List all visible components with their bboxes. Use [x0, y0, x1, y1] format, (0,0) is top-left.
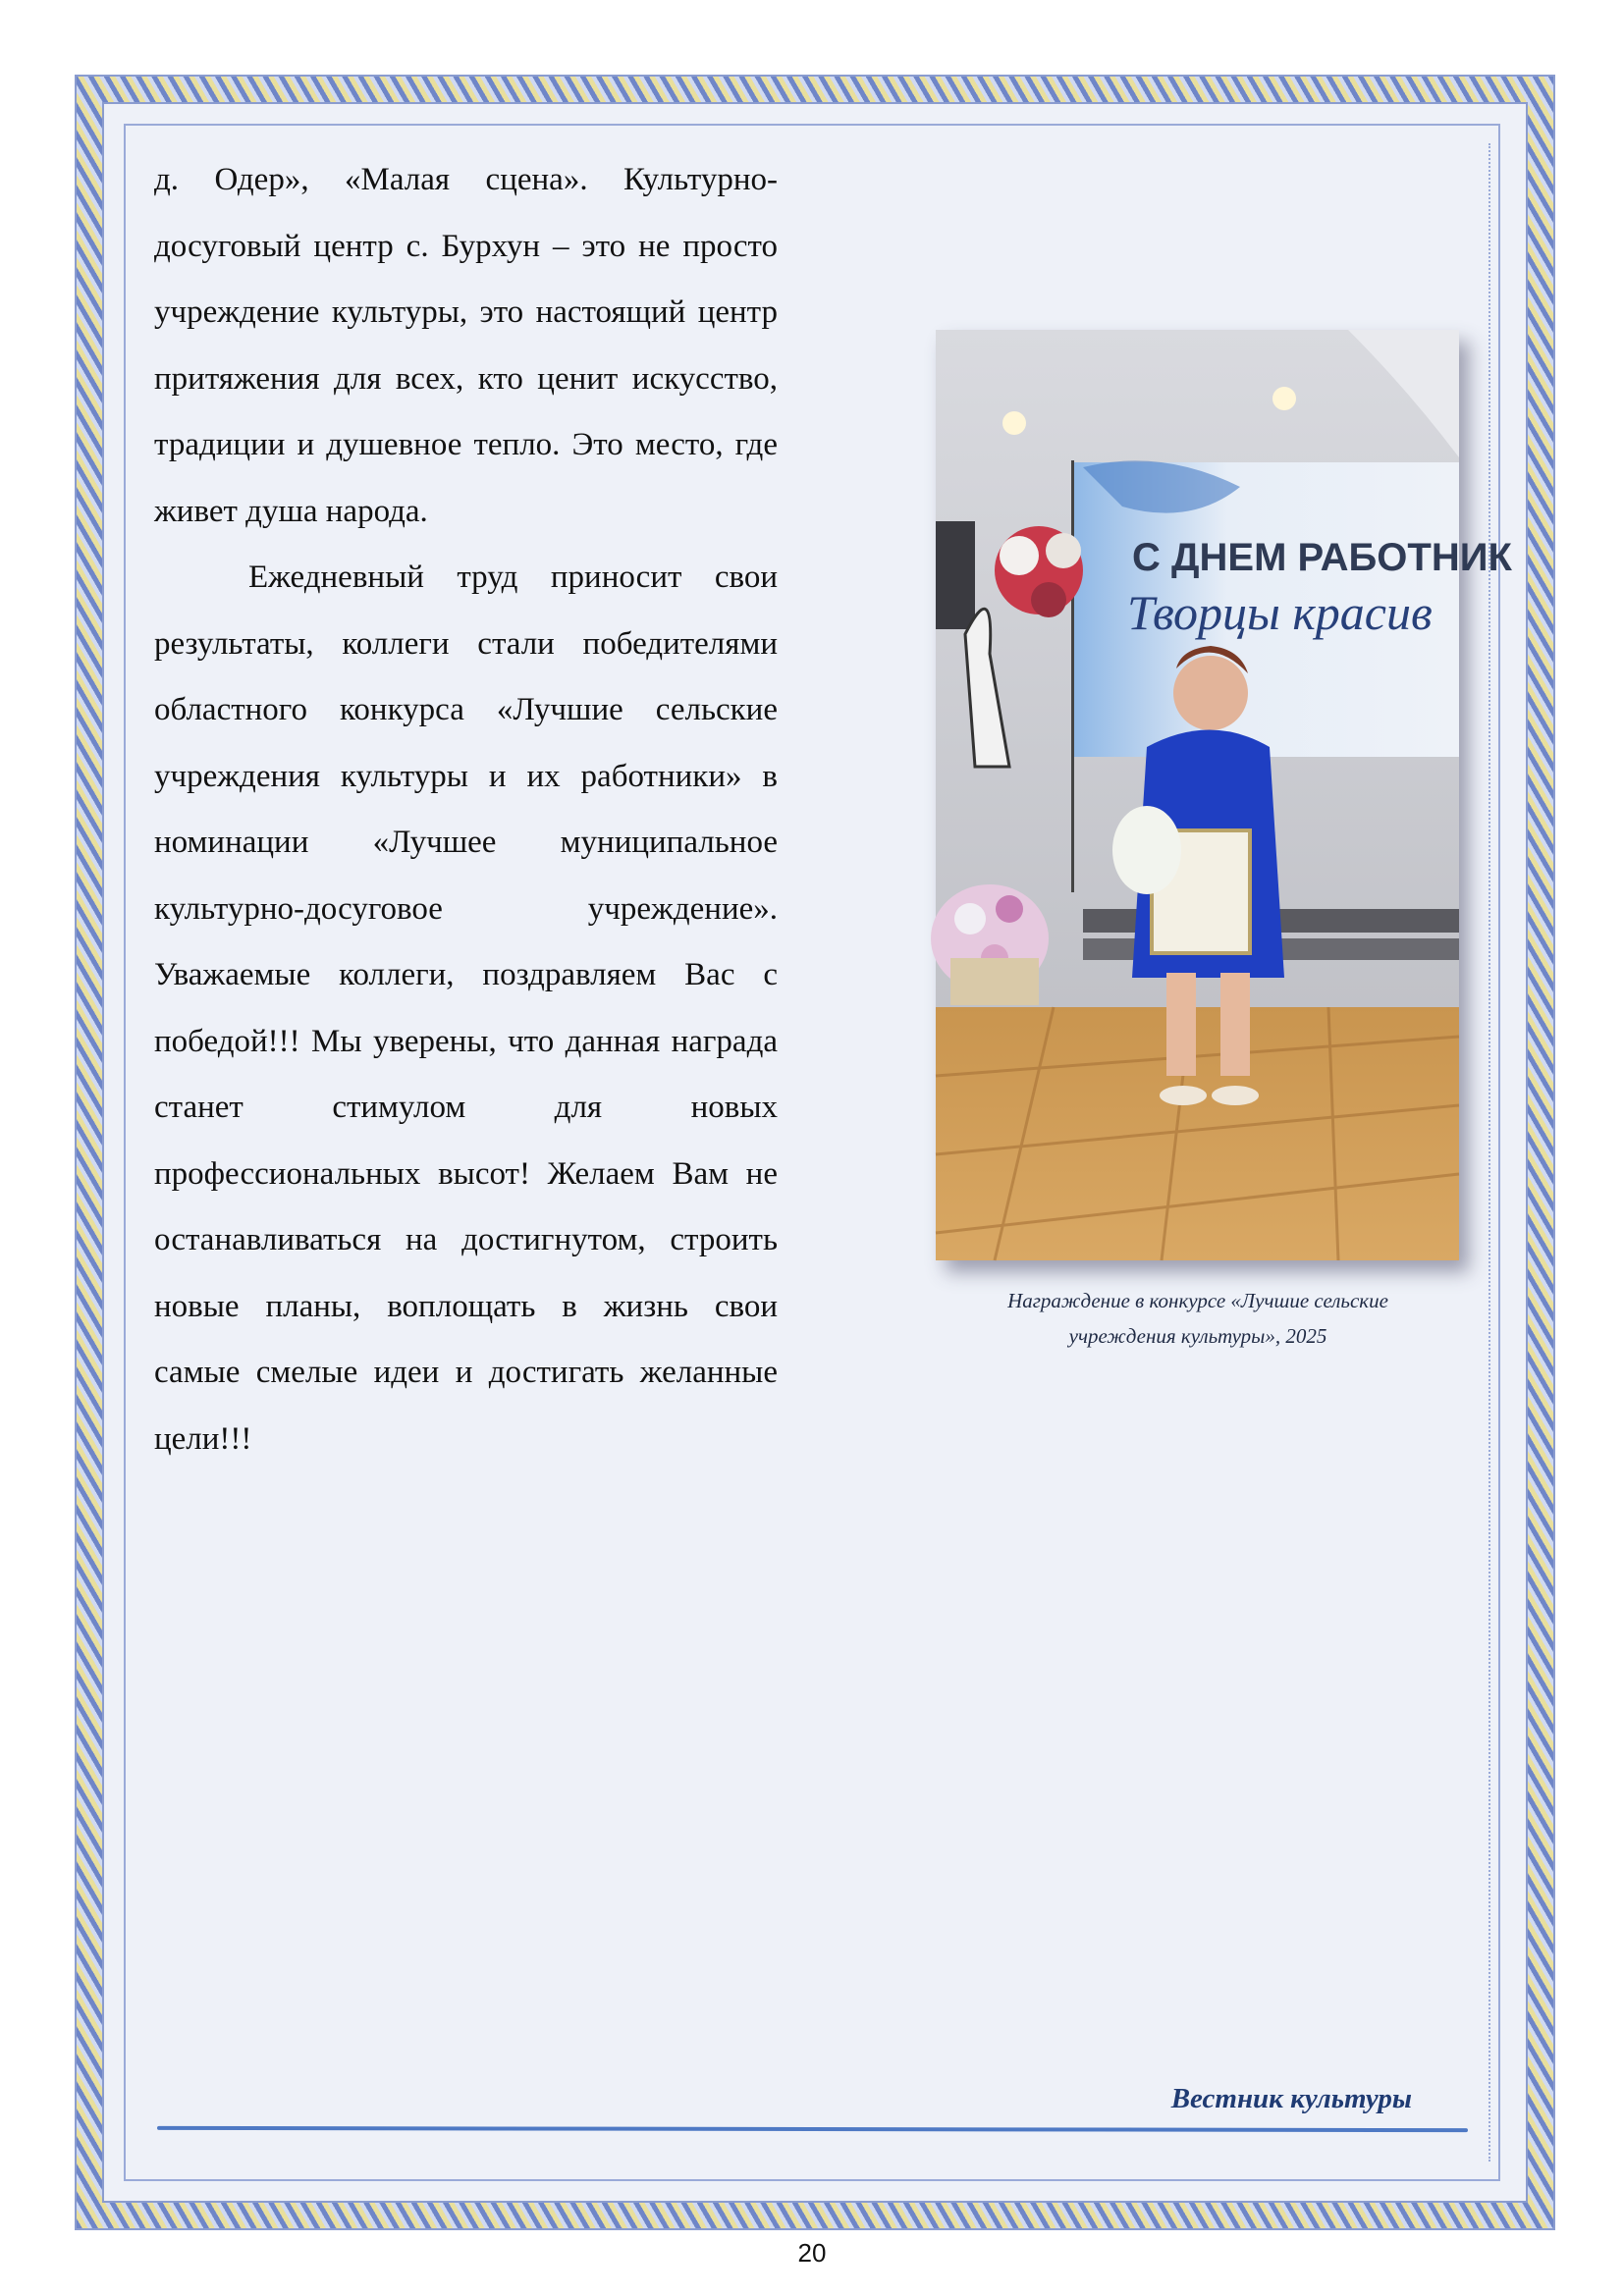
page-number: 20: [797, 2238, 827, 2268]
banner-text: С ДНЕМ РАБОТНИК: [1132, 536, 1512, 579]
award-photo: [936, 330, 1512, 1260]
dotted-margin-line: [1489, 143, 1490, 2162]
publication-title: Вестник культуры: [1170, 2083, 1412, 2114]
paragraph: д. Одер», «Малая сцена». Культурно-досуговый центр с. Бурхун – это не просто учреждение культуры, это настоящий центр притяжения для всех, кто ценит искусство, традиции и душевное тепло. Это место, где живет душа народа.: [154, 162, 778, 529]
caption-line: Награждение в конкурсе «Лучшие сельские: [1007, 1289, 1388, 1312]
article-text: [154, 147, 778, 1472]
paragraph: Ежедневный труд приносит свои результаты, коллеги стали победителями областного конкурса «Лучшие сельские учреждения культуры и их работники» в номинации «Лучшее муниципальное культурно-досуговое учреждение». Уважаемые коллеги, поздравляем Вас с победой!!! Мы уверены, что данная награда станет стимулом для новых профессиональных высот! Желаем Вам не останавливаться на достигнутом, строить новые планы, воплощать в жизнь свои самые смелые идеи и достигать желанные цели!!!: [154, 560, 778, 1457]
caption-line: учреждения культуры», 2025: [1068, 1324, 1327, 1348]
banner-script-text: Творцы красив: [1127, 585, 1433, 640]
photo-caption: [943, 1283, 1453, 1354]
